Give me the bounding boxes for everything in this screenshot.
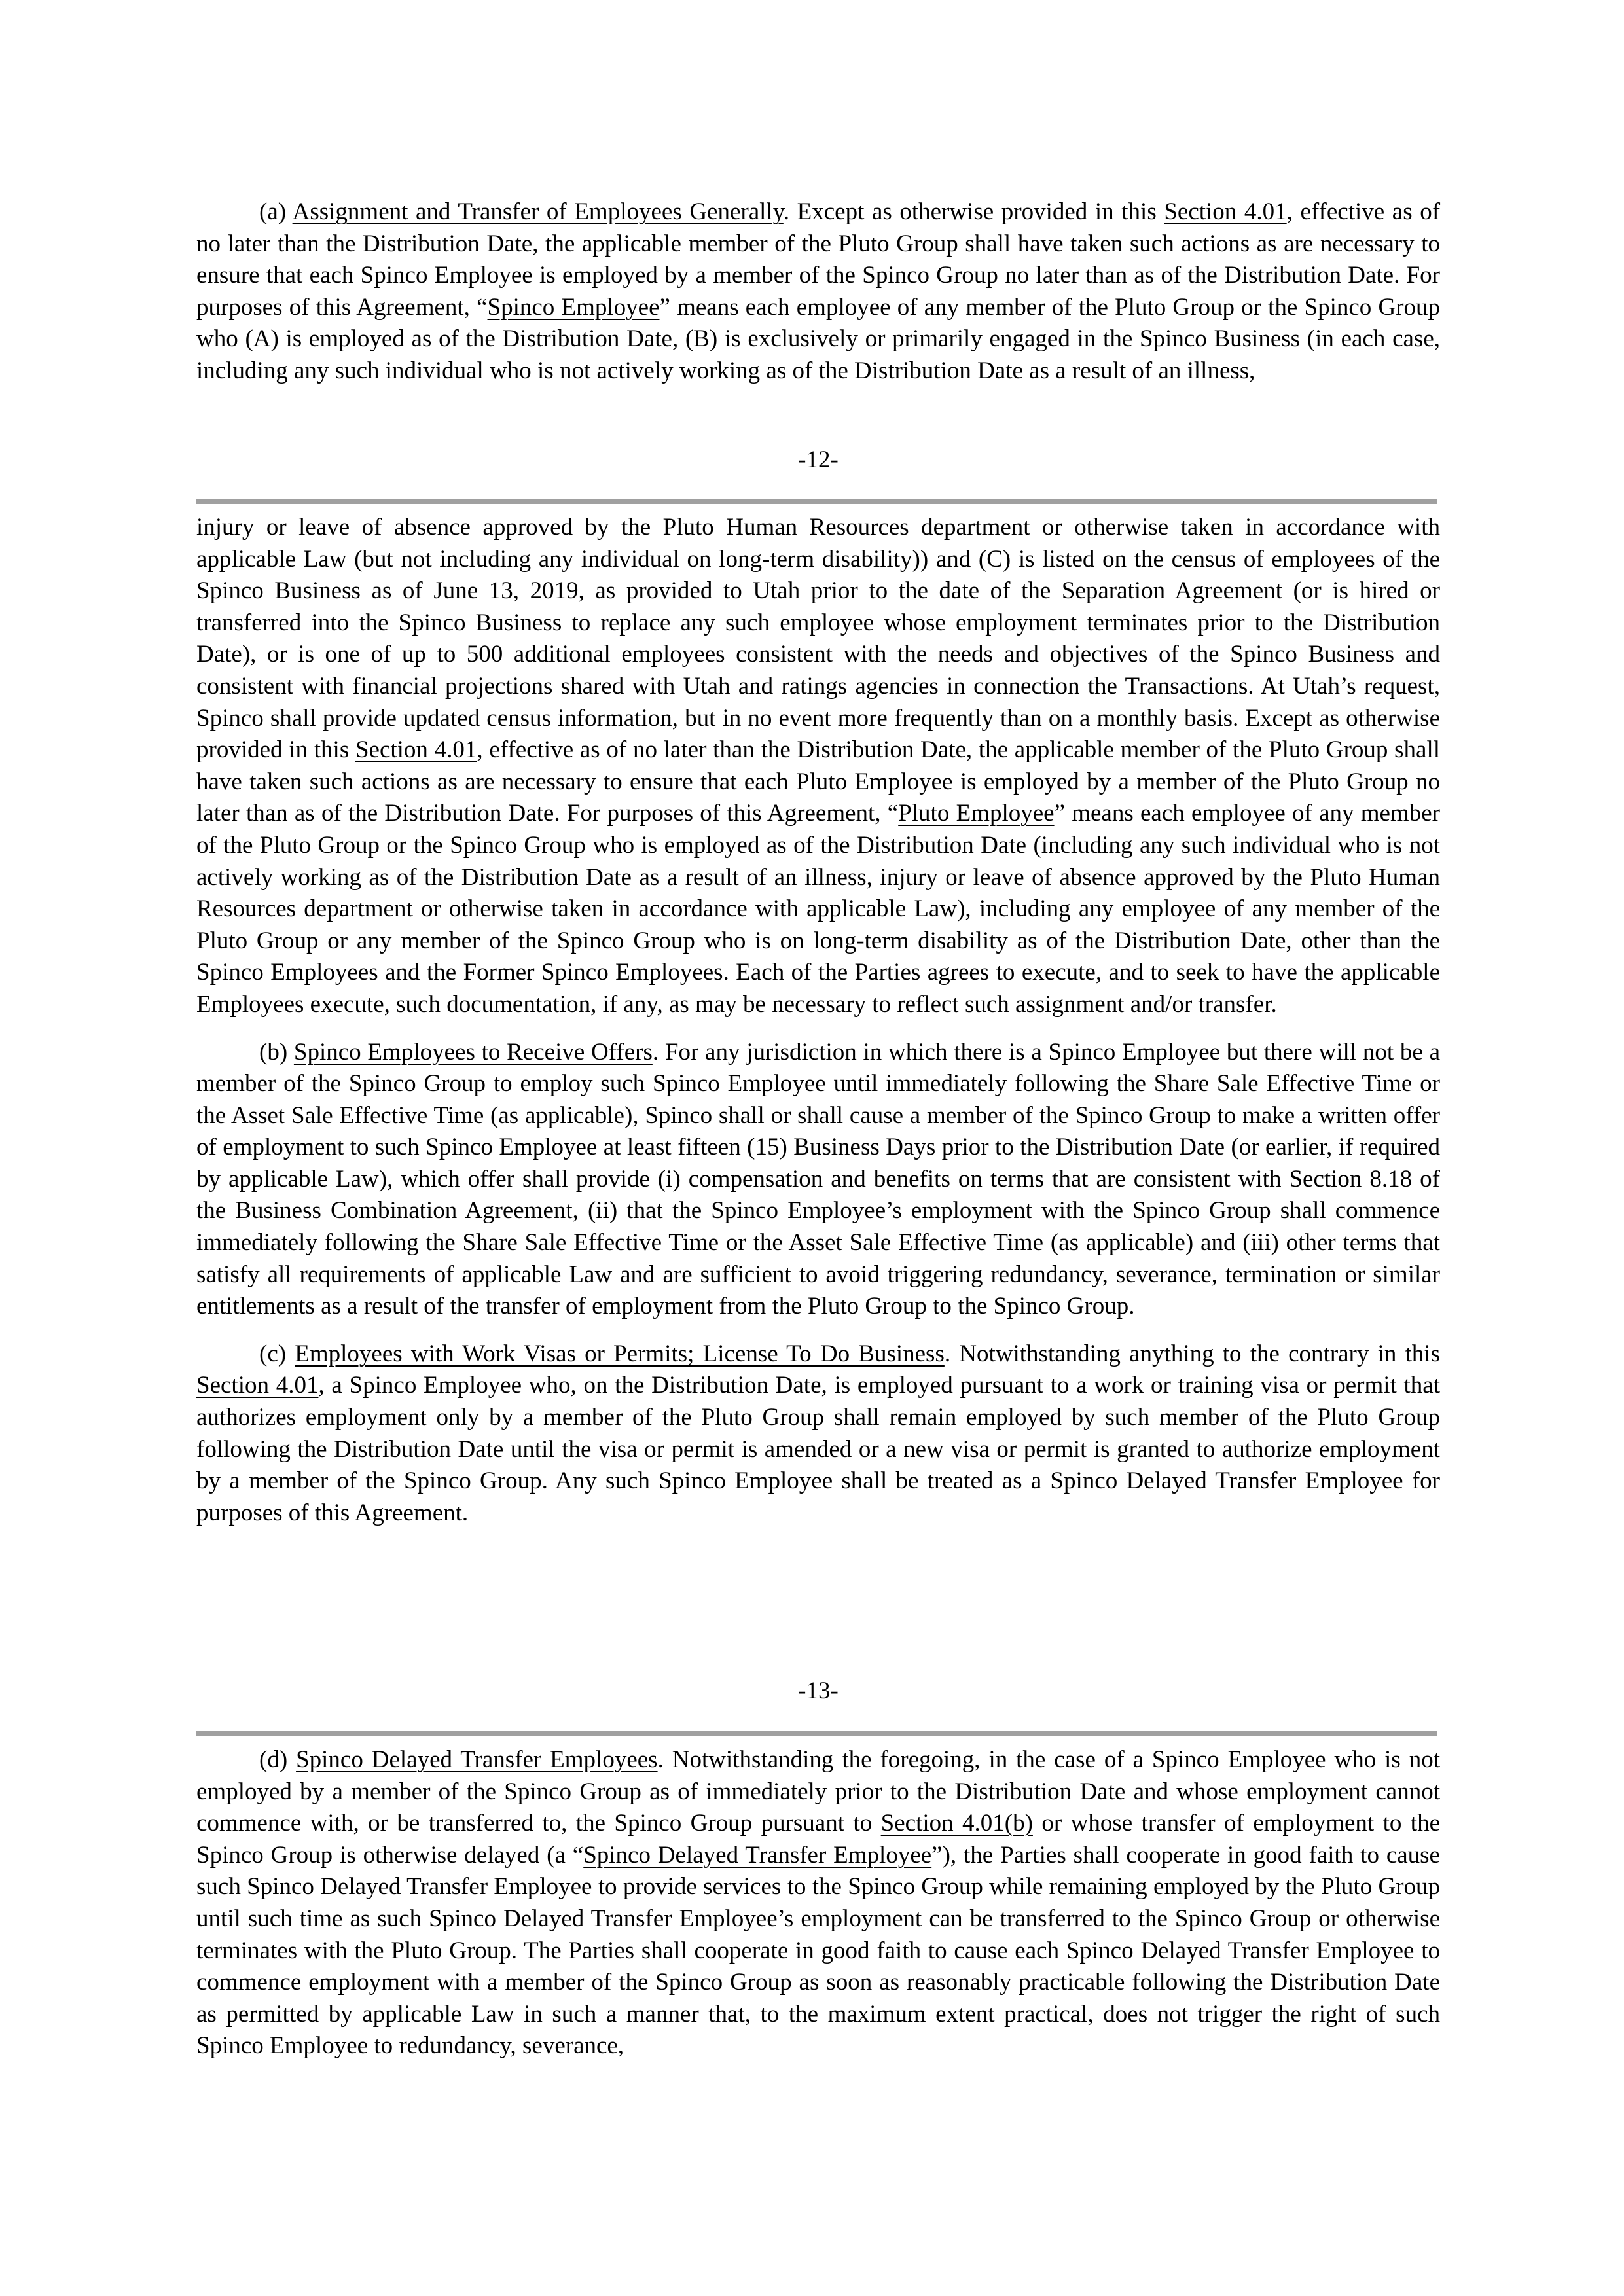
- paragraph-a: (a) Assignment and Transfer of Employees Generally. Except as otherwise provided in this Section 4.01, effective as of no later than the Distribution Date, the applicable member of the Pluto Group shall have taken such actions as are necessary to ensure that each Spinco Employee is employed by a member of the Spinco Group no later than as of the Distribution Date. For purposes of this Agreement, “Spinco Employee” means each employee of any member of the Pluto Group or the Spinco Group who (A) is employed as of the Distribution Date, (B) is exclusively or primarily engaged in the Spinco Business (in each case, including any such individual who is not actively working as of the Distribution Date as a result of an illness,: [196, 198, 1441, 384]
- section-ref-link[interactable]: Section 4.01: [196, 1372, 319, 1399]
- paragraph-c: (c) Employees with Work Visas or Permits; License To Do Business. Notwithstanding anything to the contrary in this Section 4.01, a Spinco Employee who, on the Distribution Date, is employed pursuant to a work or training visa or permit that authorizes employment only by a member of the Pluto Group shall remain employed by such member of the Pluto Group following the Distribution Date until the visa or permit is amended or a new visa or permit is granted to authorize employment by a member of the Spinco Group. Any such Spinco Employee shall be treated as a Spinco Delayed Transfer Employee for purposes of this Agreement.: [196, 1340, 1440, 1526]
- defined-term: Spinco Employee: [487, 293, 660, 321]
- page-14-section: [196, 1744, 1440, 2062]
- paragraph-d: (d) Spinco Delayed Transfer Employees. Notwithstanding the foregoing, in the case of a Spinco Employee who is not employed by a member of the Spinco Group as of immediately prior to the Distribution Date and whose employment cannot commence with, or be transferred to, the Spinco Group pursuant to Section 4.01(b) or whose transfer of employment to the Spinco Group is otherwise delayed (a “Spinco Delayed Transfer Employee”), the Parties shall cooperate in good faith to cause such Spinco Delayed Transfer Employee to provide services to the Spinco Group while remaining employed by the Pluto Group until such time as such Spinco Delayed Transfer Employee’s employment can be transferred to the Spinco Group or otherwise terminates with the Pluto Group. The Parties shall cooperate in good faith to cause each Spinco Delayed Transfer Employee to commence employment with a member of the Spinco Group as soon as reasonably practicable following the Distribution Date as permitted by applicable Law in such a manner that, to the maximum extent practical, does not trigger the right of such Spinco Employee to redundancy, severance,: [196, 1746, 1440, 2060]
- defined-term: Spinco Delayed Transfer Employee: [583, 1841, 932, 1869]
- section-ref-link[interactable]: Section 4.01: [355, 736, 477, 764]
- paragraph-b: (b) Spinco Employees to Receive Offers. For any jurisdiction in which there is a Spinco Employee but there will not be a member of the Spinco Group to employ such Spinco Employee until immediately following the Share Sale Effective Time or the Asset Sale Effective Time (as applicable), Spinco shall or shall cause a member of the Spinco Group to make a written offer of employment to such Spinco Employee at least fifteen (15) Business Days prior to the Distribution Date (or earlier, if required by applicable Law), which offer shall provide (i) compensation and benefits on terms that are consistent with Section 8.18 of the Business Combination Agreement, (ii) that the Spinco Employee’s employment with the Spinco Group shall commence immediately following the Share Sale Effective Time or the Asset Sale Effective Time (as applicable) and (iii) other terms that satisfy all requirements of applicable Law and are sufficient to avoid triggering redundancy, severance, termination or similar entitlements as a result of the transfer of employment from the Pluto Group to the Spinco Group.: [196, 1038, 1440, 1320]
- paragraph-a-continued: injury or leave of absence approved by the Pluto Human Resources department or otherwise taken in accordance with applicable Law (but not including any individual on long-term disability)) and (C) is listed on the census of employees of the Spinco Business as of June 13, 2019, as provided to Utah prior to the date of the Separation Agreement (or is hired or transferred into the Spinco Business to replace any such employee whose employment terminates prior to the Distribution Date), or is one of up to 500 additional employees consistent with the needs and objectives of the Spinco Business and consistent with financial projections shared with Utah and ratings agencies in connection the Transactions. At Utah’s request, Spinco shall provide updated census information, but in no event more frequently than on a monthly basis. Except as otherwise provided in this Section 4.01, effective as of no later than the Distribution Date, the applicable member of the Pluto Group shall have taken such actions as are necessary to ensure that each Pluto Employee is employed by a member of the Pluto Group no later than as of the Distribution Date. For purposes of this Agreement, “Pluto Employee” means each employee of any member of the Pluto Group or the Spinco Group who is employed as of the Distribution Date (including any such individual who is not actively working as of the Distribution Date as a result of an illness, injury or leave of absence approved by the Pluto Human Resources department or otherwise taken in accordance with applicable Law), including any employee of any member of the Pluto Group or any member of the Spinco Group who is on long-term disability as of the Distribution Date, other than the Spinco Employees and the Former Spinco Employees. Each of the Parties agrees to execute, and to seek to have the applicable Employees execute, such documentation, if any, as may be necessary to reflect such assignment and/or transfer.: [196, 514, 1440, 1018]
- heading-work-visas: Employees with Work Visas or Permits; License To Do Business: [295, 1340, 945, 1367]
- page-12-section: [196, 196, 1440, 387]
- heading-delayed-transfer: Spinco Delayed Transfer Employees: [296, 1746, 658, 1773]
- page-number: -12-: [798, 446, 839, 473]
- page-divider: [196, 1731, 1437, 1736]
- page-13-section: [196, 512, 1440, 1529]
- heading-assignment-transfer: Assignment and Transfer of Employees Generally: [292, 198, 784, 225]
- page-divider: [196, 499, 1437, 504]
- section-ref-link[interactable]: Section 4.01(b): [880, 1810, 1033, 1837]
- heading-offers: Spinco Employees to Receive Offers: [293, 1038, 653, 1066]
- section-ref-link[interactable]: Section 4.01: [1164, 198, 1287, 225]
- defined-term: Pluto Employee: [898, 800, 1055, 827]
- page-number: -13-: [798, 1677, 839, 1704]
